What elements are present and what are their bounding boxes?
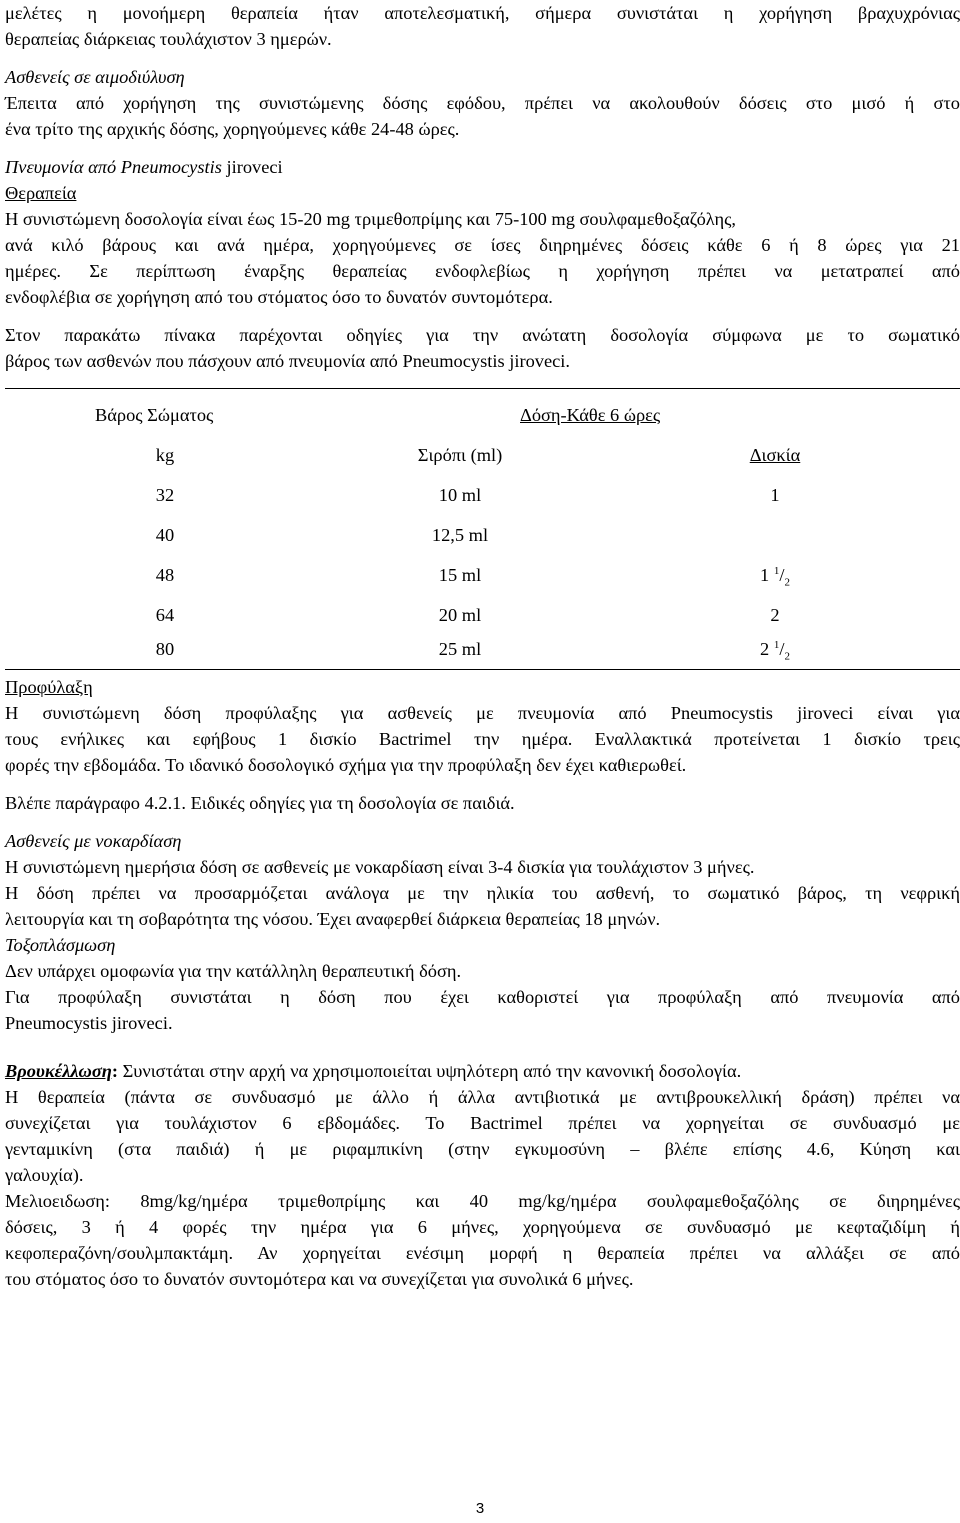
table-row — [5, 475, 960, 515]
cell-kg: 32 — [155, 485, 175, 505]
cell-kg: 48 — [155, 565, 175, 585]
cell-syrup: 25 ml — [438, 639, 482, 659]
prophylaxis-see-also: Βλέπε παράγραφο 4.2.1. Ειδικές οδηγίες για τη δοσολογία σε παιδιά. — [5, 793, 515, 813]
subheader-syrup: Σιρόπι (ml) — [417, 445, 503, 465]
table-row — [5, 629, 960, 669]
brucellosis-line-3: συνεχίζεται για τουλάχιστον 6 εβδομάδες. Το Bactrimel πρέπει να χορηγείται σε συνδυασμό με — [5, 1113, 960, 1133]
dialysis-line-1: Έπειτα από χορήγηση της συνιστώμενης δόσης εφόδου, πρέπει να ακολουθούν δόσεις στο μισό ή στο — [5, 93, 960, 113]
tablets-whole: 1 — [760, 565, 770, 585]
therapy-heading: Θεραπεία — [5, 183, 77, 203]
brucellosis-line-1-text: Συνιστάται στην αρχή να χρησιμοποιείται υψηλότερη από την κανονική δοσολογία. — [118, 1061, 742, 1081]
tablets-fraction-denominator: 2 — [784, 650, 790, 663]
subheader-tablets: Δισκία — [749, 445, 801, 465]
nocardiosis-line-2: Η δόση πρέπει να προσαρμόζεται ανάλογα με την ηλικία του ασθενή, το σωματικό βάρος, τη νεφρική — [5, 883, 960, 903]
tablets-fraction-denominator: 2 — [784, 576, 790, 589]
toxoplasmosis-heading: Τοξοπλάσμωση — [5, 935, 116, 955]
cell-syrup: 15 ml — [438, 565, 482, 585]
nocardiosis-line-1: Η συνιστώμενη ημερήσια δόση σε ασθενείς με νοκαρδίαση είναι 3-4 δισκία για τουλάχιστον 3 μήνες. — [5, 857, 755, 877]
tablets-whole: 2 — [760, 639, 770, 659]
nocardiosis-heading: Ασθενείς με νοκαρδίαση — [5, 831, 182, 851]
toxoplasmosis-line-3: Pneumocystis jiroveci. — [5, 1013, 173, 1033]
pneumonia-heading-italic: Πνευμονία από Pneumocystis — [5, 157, 222, 177]
brucellosis-line-1 — [5, 1058, 960, 1084]
brucellosis-heading: Βρουκέλλωση — [5, 1061, 112, 1081]
pneumonia-p1-line-4: ενδοφλέβια σε χορήγηση από του στόματος όσο το δυνατόν συντομότερα. — [5, 287, 553, 307]
table-row — [5, 555, 960, 595]
pneumonia-p2-line-2: βάρος των ασθενών που πάσχουν από πνευμονία από Pneumocystis jiroveci. — [5, 351, 570, 371]
melioidosis-line-2: δόσεις, 3 ή 4 φορές την ημέρα για 6 μήνες, χορηγούμενα σε συνδυασμό με κεφταζιδίμη ή — [5, 1217, 960, 1237]
cell-syrup: 12,5 ml — [431, 525, 489, 545]
table-header-row — [5, 395, 960, 435]
cell-tablets — [675, 475, 875, 515]
dialysis-heading: Ασθενείς σε αιμοδιύλυση — [5, 67, 185, 87]
document-page — [5, 0, 960, 1292]
dosing-table — [5, 388, 960, 670]
toxoplasmosis-line-1: Δεν υπάρχει ομοφωνία για την κατάλληλη θεραπευτική δόση. — [5, 961, 462, 981]
cell-syrup: 20 ml — [438, 605, 482, 625]
table-row — [5, 515, 960, 555]
tablets-whole: 1 — [770, 485, 780, 505]
pneumonia-heading-rest: jiroveci — [221, 157, 283, 177]
cell-kg: 40 — [155, 525, 175, 545]
toxoplasmosis-line-2: Για προφύλαξη συνιστάται η δόση που έχει καθοριστεί για προφύλαξη από πνευμονία από — [5, 987, 960, 1007]
cell-tablets: 1 $^1/_2$ — [760, 564, 790, 589]
table-subheader-row — [5, 435, 960, 475]
intro-line-1: μελέτες η μονοήμερη θεραπεία ήταν αποτελεσματική, σήμερα συνιστάται η χορήγηση βραχυχρόνιας — [5, 3, 960, 23]
cell-tablets: 2 $^1/_2$ — [760, 638, 790, 663]
pneumonia-p2-line-1: Στον παρακάτω πίνακα παρέχονται οδηγίες για την ανώτατη δοσολογία σύμφωνα με το σωματικό — [5, 325, 960, 345]
intro-line-2: θεραπείας διάρκειας τουλάχιστον 3 ημερών. — [5, 29, 332, 49]
prophylaxis-heading: Προφύλαξη — [5, 677, 93, 697]
brucellosis-heading-colon: : — [111, 1061, 118, 1081]
nocardiosis-line-3: λειτουργία και τη σοβαρότητα της νόσου. Έχει αναφερθεί διάρκεια θεραπείας 18 μηνών. — [5, 909, 661, 929]
cell-syrup: 10 ml — [438, 485, 482, 505]
brucellosis-line-2: Η θεραπεία (πάντα σε συνδυασμό με άλλο ή άλλα αντιβιοτικά με αντιβρουκελλική δράση) πρέπει να — [5, 1087, 960, 1107]
melioidosis-line-1: Μελιοειδωση: 8mg/kg/ημέρα τριμεθοπρίμης και 40 mg/kg/ημέρα σουλφαμεθοξαζόλης σε διηρημένες — [5, 1191, 960, 1211]
pneumonia-heading — [5, 154, 960, 180]
melioidosis-line-4: του στόματος όσο το δυνατόν συντομότερα και να συνεχίζεται για συνολικά 6 μήνες. — [5, 1269, 634, 1289]
brucellosis-line-4: γενταμικίνη (στα παιδιά) ή με ριφαμπικίνη (στην εγκυμοσύνη – βλέπε επίσης 4.6, Κύηση και — [5, 1139, 960, 1159]
tablets-fraction-numerator: 1 — [773, 638, 780, 651]
prophylaxis-line-3: φορές την εβδομάδα. Το ιδανικό δοσολογικό σχήμα για την προφύλαξη δεν έχει καθιερωθεί. — [5, 755, 687, 775]
page-number: 3 — [475, 1500, 485, 1517]
pneumonia-p1-line-1: Η συνιστώμενη δοσολογία είναι έως 15-20 mg τριμεθοπρίμης και 75-100 mg σουλφαμεθοξαζόλης, — [5, 209, 737, 229]
subheader-kg: kg — [155, 445, 175, 465]
header-dose: Δόση-Κάθε 6 ώρες — [520, 405, 661, 425]
brucellosis-line-5: γαλουχία). — [5, 1165, 84, 1185]
header-body-weight: Βάρος Σώματος — [95, 405, 214, 425]
cell-kg: 64 — [155, 605, 175, 625]
tablets-fraction-numerator: 1 — [773, 564, 780, 577]
cell-kg: 80 — [155, 639, 175, 659]
pneumonia-p1-line-2: ανά κιλό βάρους και ανά ημέρα, χορηγούμενες σε ίσες διηρημένες δόσεις κάθε 6 ή 8 ώρες για 21 — [5, 235, 960, 255]
prophylaxis-line-1: Η συνιστώμενη δόση προφύλαξης για ασθενείς με πνευμονία από Pneumocystis jiroveci είναι για — [5, 703, 960, 723]
melioidosis-line-3: κεφοπεραζόνη/σουλμπακτάμη. Αν χορηγείται ενέσιμη μορφή η θεραπεία πρέπει να αλλάξει σε από — [5, 1243, 960, 1263]
prophylaxis-line-2: τους ενήλικες και εφήβους 1 δισκίο Bactrimel την ημέρα. Εναλλακτικά προτείνεται 1 δισκίο τρεις — [5, 729, 960, 749]
tablets-whole: 2 — [770, 605, 780, 625]
pneumonia-p1-line-3: ημέρες. Σε περίπτωση έναρξης θεραπείας ενδοφλεβίως η χορήγηση πρέπει να μετατραπεί από — [5, 261, 960, 281]
dialysis-line-2: ένα τρίτο της αρχικής δόσης, χορηγούμενες κάθε 24-48 ώρες. — [5, 119, 460, 139]
